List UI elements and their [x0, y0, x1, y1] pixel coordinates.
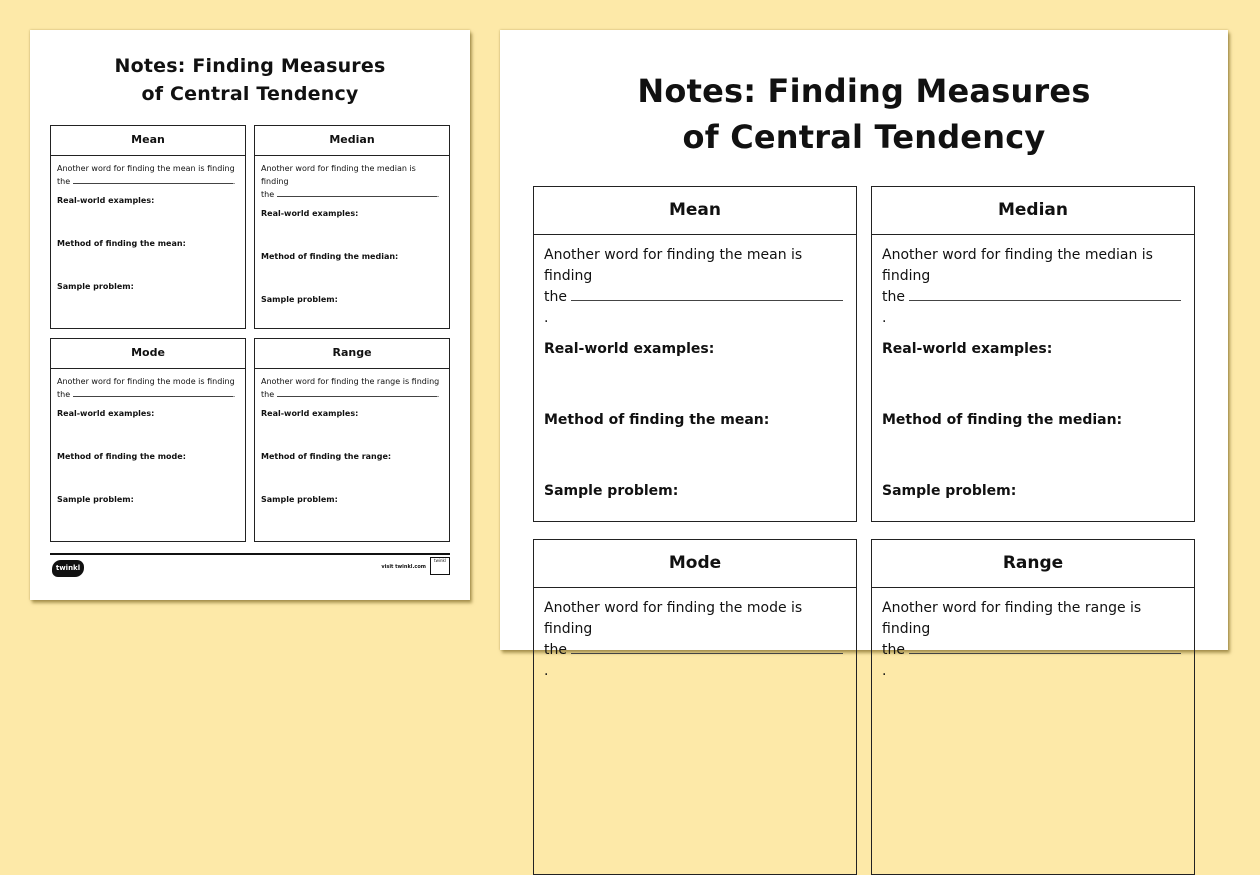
examples-label: Real-world examples:	[57, 409, 155, 418]
prompt-end: the	[261, 190, 275, 199]
prompt-text: Another word for finding the mode is finding	[544, 600, 803, 637]
examples-label: Real-world examples:	[261, 209, 359, 218]
answer-blank	[73, 183, 233, 184]
box-heading: Mean	[51, 126, 245, 156]
examples-label: Real-world examples:	[261, 409, 359, 418]
prompt-end: the	[57, 177, 71, 186]
prompt-text: Another word for finding the range is finding	[261, 377, 440, 386]
median-box: Median Another word for finding the median is finding the . Real-world examples: Method of finding the median: Sample problem:	[254, 125, 450, 329]
median-box: Median Another word for finding the median is finding the . Real-world examples: Method of finding the median: Sample problem:	[871, 186, 1195, 522]
prompt-text: Another word for finding the mode is finding	[57, 377, 235, 386]
sample-label: Sample problem:	[261, 495, 338, 504]
sample-label: Sample problem:	[57, 282, 134, 291]
sample-label: Sample problem:	[882, 483, 1017, 499]
range-box: Range Another word for finding the range is finding the .	[871, 539, 1195, 875]
prompt-end: the	[57, 390, 71, 399]
mode-box: Mode Another word for finding the mode is finding the . Real-world examples: Method of finding the mode: Sample problem:	[50, 338, 246, 542]
box-heading: Mean	[534, 187, 856, 235]
twinkl-logo-icon: twinkl	[52, 560, 84, 577]
prompt-end: the	[882, 289, 905, 305]
worksheet-title	[500, 68, 1228, 160]
prompt-end: the	[882, 642, 905, 658]
prompt-text: Another word for finding the mean is finding	[57, 164, 235, 173]
worksheet-thumbnail-page	[30, 30, 470, 600]
title-line-1: Notes: Finding Measures	[637, 72, 1091, 110]
method-label: Method of finding the median:	[882, 412, 1123, 428]
prompt-end: the	[544, 289, 567, 305]
mean-box: Mean Another word for finding the mean is finding the . Real-world examples: Method of finding the mean: Sample problem:	[533, 186, 857, 522]
sample-label: Sample problem:	[261, 295, 338, 304]
title-line-2: of Central Tendency	[682, 118, 1046, 156]
method-label: Method of finding the mean:	[57, 239, 186, 248]
method-label: Method of finding the mode:	[57, 452, 186, 461]
prompt-text: Another word for finding the mean is finding	[544, 247, 803, 284]
footer-divider	[50, 553, 450, 555]
method-label: Method of finding the range:	[261, 452, 392, 461]
title-line-1: Notes: Finding Measures	[114, 55, 386, 77]
prompt-text: Another word for finding the range is finding	[882, 600, 1142, 637]
examples-label: Real-world examples:	[882, 341, 1053, 357]
prompt-text: Another word for finding the median is finding	[261, 164, 416, 186]
prompt-end: the	[261, 390, 275, 399]
method-label: Method of finding the mean:	[544, 412, 770, 428]
sample-label: Sample problem:	[57, 495, 134, 504]
worksheet-title	[30, 52, 470, 108]
range-box: Range Another word for finding the range is finding the . Real-world examples: Method of finding the range: Sample problem:	[254, 338, 450, 542]
mean-box: Mean Another word for finding the mean is finding the . Real-world examples: Method of finding the mean: Sample problem:	[50, 125, 246, 329]
prompt-end: the	[544, 642, 567, 658]
box-heading: Mode	[51, 339, 245, 369]
box-heading: Mode	[534, 540, 856, 588]
prompt-text: Another word for finding the median is finding	[882, 247, 1153, 284]
answer-blank	[909, 300, 1181, 301]
answer-blank	[277, 196, 437, 197]
visit-url-text: visit twinkl.com	[381, 564, 426, 570]
answer-blank	[73, 396, 233, 397]
sample-label: Sample problem:	[544, 483, 679, 499]
title-line-2: of Central Tendency	[141, 83, 359, 105]
worksheet-zoomed-page	[500, 30, 1228, 679]
method-label: Method of finding the median:	[261, 252, 399, 261]
answer-blank	[909, 653, 1181, 654]
examples-label: Real-world examples:	[57, 196, 155, 205]
box-heading: Range	[255, 339, 449, 369]
box-heading: Median	[255, 126, 449, 156]
box-heading: Median	[872, 187, 1194, 235]
answer-blank	[277, 396, 437, 397]
box-heading: Range	[872, 540, 1194, 588]
twinkl-badge-icon: twinkl	[430, 557, 450, 575]
answer-blank	[571, 300, 843, 301]
answer-blank	[571, 653, 843, 654]
examples-label: Real-world examples:	[544, 341, 715, 357]
mode-box: Mode Another word for finding the mode is finding the .	[533, 539, 857, 875]
